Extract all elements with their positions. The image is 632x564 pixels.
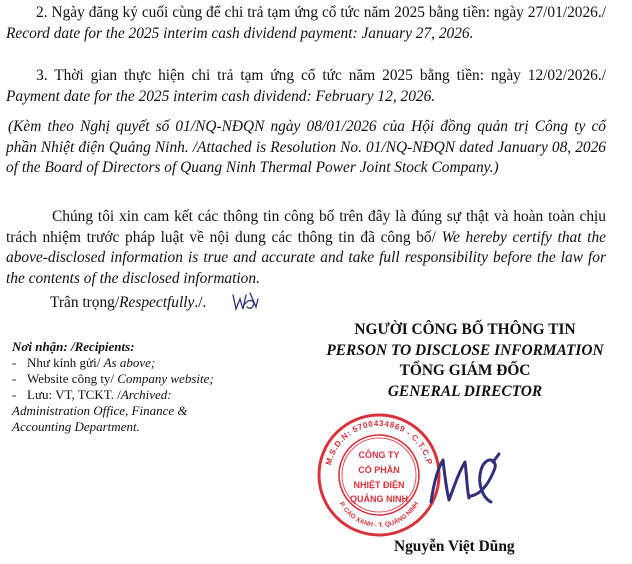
seal-line-4: QUẢNG NINH <box>350 494 408 504</box>
seal-ring-bottom: P. CAO XANH - T. QUẢNG NINH <box>337 500 421 530</box>
item-2-vi: Ngày đăng ký cuối cùng để chi trả tạm ứng cổ tức năm 2025 bằng tiền: ngày 27/01/2026./ <box>51 4 606 21</box>
certification-paragraph <box>6 207 606 289</box>
recipient-item: - Website công ty/ Company website; <box>12 371 214 386</box>
signer-name: Nguyễn Việt Dũng <box>394 538 515 555</box>
item-3-number: 3. <box>36 67 48 84</box>
signatory-title-en: GENERAL DIRECTOR <box>387 382 543 400</box>
item-3-payment-date <box>6 66 606 107</box>
seal-line-1: CÔNG TY <box>358 450 400 460</box>
attachment-note <box>6 117 606 179</box>
signatory-block <box>300 320 630 402</box>
seal-ring-text: M.S.D.N: 5700434869 - C.T.C.P <box>324 418 434 466</box>
seal-line-2: CỔ PHẦN <box>358 465 400 475</box>
certification-vi: Chúng tôi xin cam kết các thông tin công bố trên đây là đúng sự thật và hoàn toàn chịu trách nhiệm trước pháp luật về nội dung các thông tin đã công bố/ <box>6 208 606 246</box>
recipient-item: - Lưu: VT, TCKT. /Archived: Administration Office, Finance & Accounting Department. <box>12 387 188 434</box>
recipients-block <box>12 339 242 435</box>
handwritten-signature-icon <box>425 448 505 512</box>
initials-signature-icon <box>230 289 260 313</box>
signatory-role-en: PERSON TO DISCLOSE INFORMATION <box>326 341 604 359</box>
item-3-en: Payment date for the 2025 interim cash dividend: February 12, 2026. <box>6 87 436 105</box>
recipient-item: - Như kính gửi/ As above; <box>12 355 156 370</box>
signatory-title-vi: TỔNG GIÁM ĐỐC <box>399 362 531 379</box>
certification-en: We hereby certify that the above-disclosed information is true and accurate and take full responsibility before the law for the contents of the disclosed information. <box>6 228 606 287</box>
item-2-record-date <box>6 3 606 44</box>
signatory-role-vi: NGƯỜI CÔNG BỐ THÔNG TIN <box>354 321 576 338</box>
item-3-vi: Thời gian thực hiện chi trả tạm ứng cổ tức năm 2025 bằng tiền: ngày 12/02/2026./ <box>54 67 606 84</box>
item-2-en: Record date for the 2025 interim cash dividend payment: January 27, 2026. <box>6 24 474 42</box>
seal-line-3: NHIỆT ĐIỆN <box>353 480 405 490</box>
closing-vi: Trân trọng/ <box>50 294 120 311</box>
closing-en: Respectfully <box>119 294 195 311</box>
company-seal-icon <box>316 412 442 538</box>
attachment-text: (Kèm theo Nghị quyết số 01/NQ-NĐQN ngày 08/01/2026 của Hội đồng quản trị Công ty cổ phần Nhiệt điện Quảng Ninh. /Attached is Resolution No. 01/NQ-NĐQN dated January 08, 2026 of the Board of Directors of Quang Ninh Thermal Power Joint Stock Company.) <box>6 118 606 176</box>
recipients-title: Nơi nhận: /Recipients: <box>12 339 135 354</box>
closing-line <box>50 294 206 312</box>
item-2-number: 2. <box>36 4 48 21</box>
closing-end: ./. <box>194 294 207 311</box>
